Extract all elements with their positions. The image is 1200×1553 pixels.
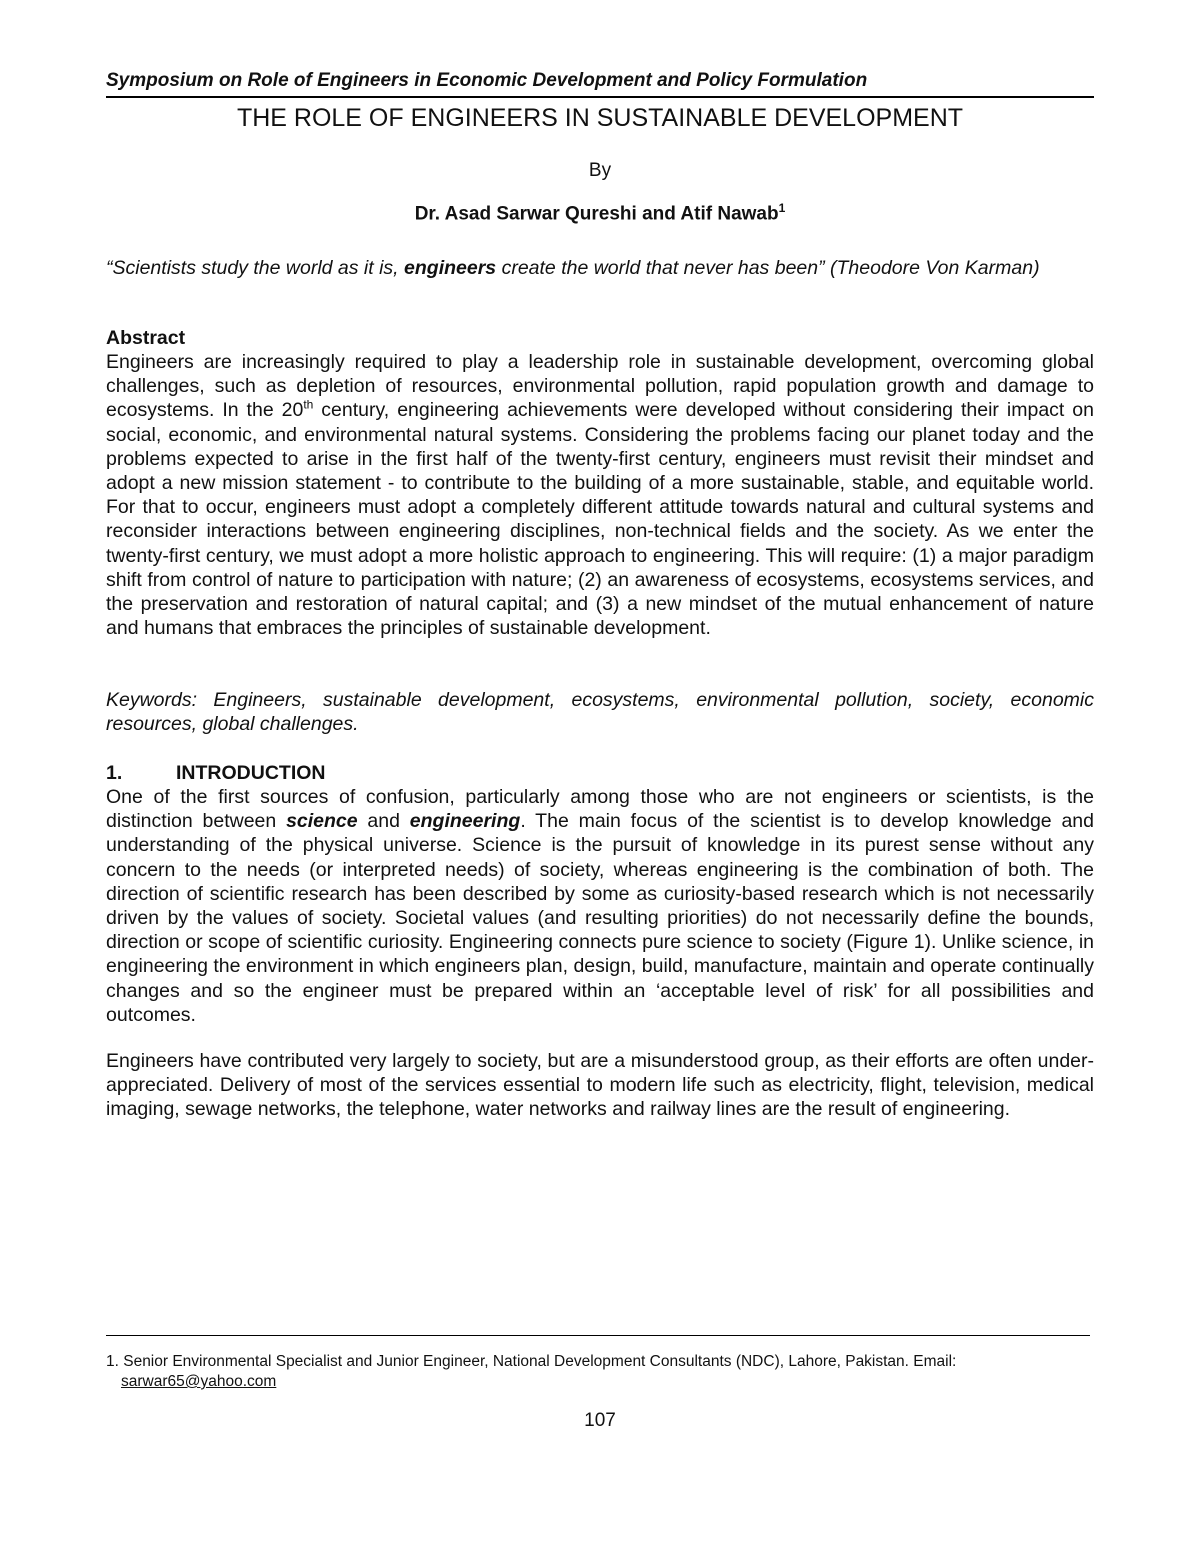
section-title: INTRODUCTION: [176, 762, 326, 784]
footnote-email-link[interactable]: sarwar65@yahoo.com: [121, 1373, 277, 1390]
intro-text-end: . The main focus of the scientist is to develop knowledge and understanding of the physical universe. Science is the pursuit of knowledge in its purest sense without any concern to the needs (or interpreted needs) of society, whereas engineering is the combination of both. The direction of scientific research has been described by some as curiosity-based research which is not necessarily driven by the values of society. Societal values (and resulting priorities) do not necessarily define the bounds, direction or scope of scientific curiosity. Engineering connects pure science to society (Figure 1). Unlike science, in engineering the environment in which engineers plan, design, build, manufacture, maintain and operate continually changes and so the engineer must be prepared within an ‘acceptable level of risk’ for all possibilities and outcomes.: [106, 810, 1094, 1026]
intro-text-and: and: [357, 810, 410, 833]
introduction-paragraph-1: [106, 785, 1094, 1027]
author-names: Dr. Asad Sarwar Qureshi and Atif Nawab: [414, 203, 779, 225]
quote-text-start: “Scientists study the world as it is,: [106, 257, 405, 279]
author-footnote-mark: 1: [778, 201, 786, 215]
running-header: Symposium on Role of Engineers in Economic Development and Policy Formulation: [106, 70, 868, 91]
term-engineering: engineering: [409, 810, 521, 833]
by-line: By: [588, 160, 612, 181]
section-number: 1.: [106, 762, 123, 784]
abstract-heading: Abstract: [106, 327, 186, 349]
header-rule: [106, 96, 1094, 98]
introduction-section: [106, 761, 1094, 1027]
abstract-superscript: th: [303, 397, 314, 412]
paper-title: THE ROLE OF ENGINEERS IN SUSTAINABLE DEVELOPMENT: [236, 104, 964, 132]
abstract-text-end: century, engineering achievements were developed without considering their impact on social, economic, and environmental natural systems. Considering the problems facing our planet today and the problems expected to arise in the first half of the twenty-first century, engineers must revisit their mindset and adopt a new mission statement - to contribute to the building of a more sustainable, stable, and equitable world. For that to occur, engineers must adopt a completely different attitude towards natural and cultural systems and reconsider interactions between engineering disciplines, non-technical fields and the society. As we enter the twenty-first century, we must adopt a more holistic approach to engineering. This will require: (1) a major paradigm shift from control of nature to participation with nature; (2) an awareness of ecosystems, ecosystems services, and the preservation and restoration of natural capital; and (3) a new mindset of the mutual enhancement of nature and humans that embraces the principles of sustainable development.: [106, 399, 1094, 640]
footnote: [106, 1352, 1100, 1392]
quote-text-end: create the world that never has been” (Theodore Von Karman): [496, 257, 1040, 279]
abstract-text-start: Engineers are increasingly required to play a leadership role in sustainable development, overcoming global challenges, such as depletion of resources, environmental pollution, rapid population growth and damage to ecosystems. In the 20: [106, 351, 1094, 422]
term-science: science: [286, 810, 358, 833]
abstract-paragraph: [106, 350, 1094, 640]
page-number: 107: [584, 1410, 616, 1431]
introduction-paragraph-2: Engineers have contributed very largely to society, but are a misunderstood group, as their efforts are often under-appreciated. Delivery of most of the services essential to modern life such as electricity, flight, television, medical imaging, sewage networks, the telephone, water networks and railway lines are the result of engineering.: [106, 1050, 1094, 1121]
abstract-section: [106, 327, 1094, 640]
footnote-rule: [106, 1335, 1090, 1336]
introduction-heading: [106, 761, 1094, 785]
keywords: Keywords: Engineers, sustainable development, ecosystems, environmental pollution, society, economic resources, global challenges.: [106, 689, 1094, 736]
epigraph-quote: [106, 256, 1094, 280]
intro-text-start: One of the first sources of confusion, particularly among those who are not engineers or scientists, is the distinction between: [106, 786, 1094, 833]
footnote-text: 1. Senior Environmental Specialist and Junior Engineer, National Development Consultants (NDC), Lahore, Pakistan. Email:: [106, 1353, 957, 1370]
quote-emphasis: engineers: [404, 257, 497, 279]
author-line: [106, 201, 1094, 225]
